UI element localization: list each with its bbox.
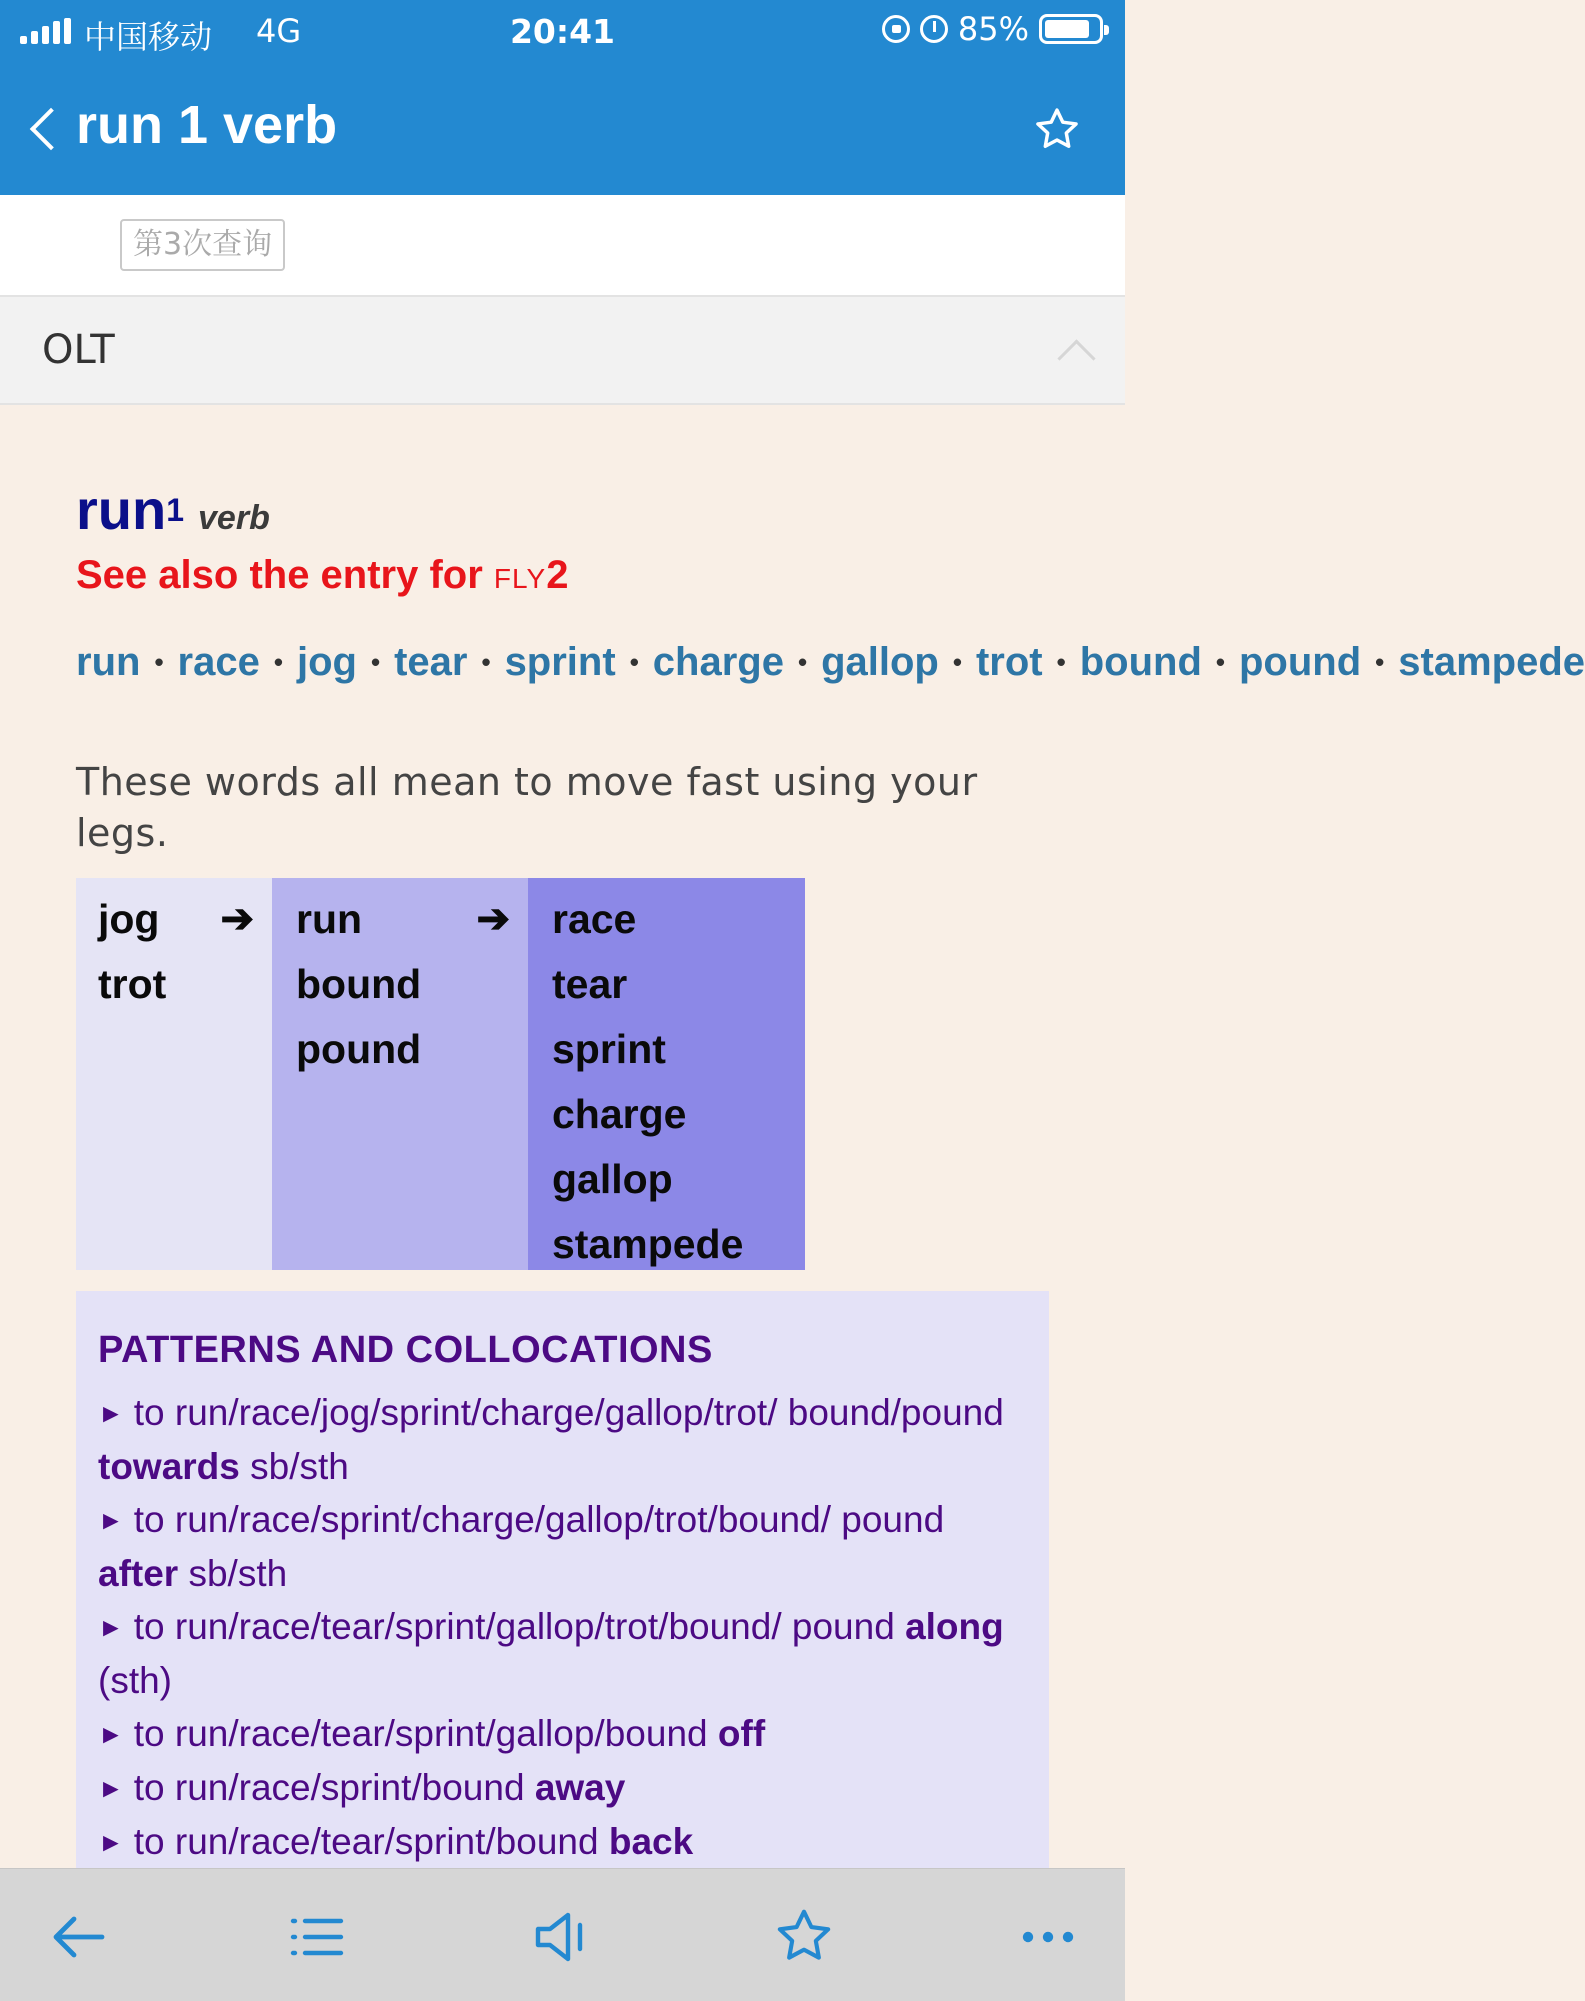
carrier-name: 中国移动	[84, 18, 213, 56]
pattern-marker-icon: ►	[98, 1398, 124, 1428]
scale-word[interactable]: tear	[552, 961, 628, 1007]
pattern-keyword: off	[717, 1713, 766, 1754]
more-icon	[1016, 1905, 1080, 1969]
signal-strength-icon	[20, 18, 71, 44]
battery-icon	[1039, 14, 1103, 44]
separator-dot: •	[1215, 647, 1225, 677]
pattern-text: to run/race/sprint/bound	[133, 1767, 535, 1808]
synonym-link[interactable]: race	[177, 640, 260, 684]
synonym-link[interactable]: stampede	[1398, 640, 1585, 684]
pattern-text: to run/race/tear/sprint/gallop/trot/bound/ pound	[133, 1606, 906, 1647]
back-arrow-icon	[46, 1905, 110, 1969]
navigation-bar	[0, 60, 1125, 195]
synonym-link[interactable]: trot	[975, 640, 1043, 684]
scale-column-mid	[272, 878, 528, 1270]
collapse-chevron-icon[interactable]	[1055, 327, 1099, 371]
pattern-text: to run/race/sprint/charge/gallop/trot/bound/ pound	[133, 1499, 945, 1540]
list-toolbar-button[interactable]	[277, 1897, 357, 1977]
pattern-item	[98, 1386, 1027, 1493]
scale-word[interactable]: bound	[296, 961, 422, 1007]
pattern-tail: sb/sth	[239, 1446, 349, 1487]
separator-dot: •	[1056, 647, 1066, 677]
pattern-text: to run/race/tear/sprint/bound	[133, 1821, 609, 1862]
star-icon	[1031, 104, 1083, 156]
bottom-toolbar	[0, 1868, 1125, 2001]
separator-dot: •	[629, 647, 639, 677]
homonym-number: 1	[166, 491, 185, 528]
separator-dot: •	[481, 647, 491, 677]
back-toolbar-button[interactable]	[38, 1897, 118, 1977]
pattern-text: to run/race/jog/sprint/charge/gallop/trot/ bound/pound	[133, 1392, 1004, 1433]
dictionary-section-header[interactable]	[0, 295, 1125, 405]
scale-word[interactable]: pound	[296, 1026, 422, 1072]
pattern-keyword: along	[905, 1606, 1004, 1647]
pattern-item	[98, 1815, 1027, 1869]
pattern-tail: (sth)	[98, 1660, 172, 1701]
pattern-marker-icon: ►	[98, 1719, 124, 1749]
see-also-prefix: See also the entry for	[76, 553, 494, 597]
pattern-item	[98, 1600, 1027, 1707]
scale-word[interactable]: trot	[98, 961, 167, 1007]
patterns-title: PATTERNS AND COLLOCATIONS	[98, 1329, 713, 1371]
entry-content	[0, 405, 1585, 1868]
separator-dot: •	[154, 647, 164, 677]
scale-word[interactable]: stampede	[552, 1221, 744, 1267]
pattern-marker-icon: ►	[98, 1505, 124, 1535]
rotation-lock-icon	[882, 15, 910, 43]
intensity-scale-table	[76, 878, 805, 1270]
synonym-link[interactable]: run	[76, 640, 141, 684]
synonym-link[interactable]: gallop	[821, 640, 939, 684]
see-also-line	[76, 553, 568, 598]
see-also-link[interactable]: FLY	[493, 563, 547, 594]
pattern-marker-icon: ►	[98, 1827, 124, 1857]
arrow-icon: ➔	[220, 897, 254, 941]
see-also-number: 2	[546, 553, 569, 597]
pattern-item	[98, 1707, 1027, 1761]
separator-dot: •	[370, 647, 381, 677]
pattern-keyword: after	[98, 1553, 179, 1594]
pattern-keyword: back	[608, 1821, 694, 1862]
more-toolbar-button[interactable]	[1008, 1897, 1088, 1977]
speaker-toolbar-button[interactable]	[522, 1897, 602, 1977]
pattern-item	[98, 1761, 1027, 1815]
scale-word[interactable]: charge	[552, 1091, 687, 1137]
query-count-strip	[0, 195, 1125, 295]
pattern-marker-icon: ►	[98, 1612, 124, 1642]
pattern-tail: sb/sth	[178, 1553, 288, 1594]
status-time: 20:41	[509, 12, 616, 51]
section-title: OLT	[42, 327, 115, 373]
star-icon	[771, 1904, 837, 1970]
part-of-speech: verb	[198, 499, 270, 537]
pattern-marker-icon: ►	[98, 1773, 124, 1803]
synonym-link[interactable]: jog	[296, 640, 357, 684]
separator-dot: •	[952, 647, 962, 677]
synonym-link[interactable]: pound	[1239, 640, 1362, 684]
headword: run	[76, 478, 167, 541]
synonym-list	[76, 637, 1585, 688]
scale-column-high	[528, 878, 805, 1270]
favorite-button[interactable]	[1027, 100, 1087, 160]
speaker-icon	[530, 1905, 594, 1969]
synonym-link[interactable]: sprint	[504, 640, 616, 684]
scale-word[interactable]: run	[296, 896, 363, 942]
status-bar	[0, 0, 1125, 60]
page-title: run 1 verb	[76, 95, 338, 155]
separator-dot: •	[797, 647, 808, 677]
pattern-keyword: towards	[98, 1446, 240, 1487]
pattern-text: to run/race/tear/sprint/gallop/bound	[133, 1713, 718, 1754]
query-count-badge: 第3次查询	[120, 219, 285, 271]
pattern-item	[98, 1493, 1027, 1600]
back-button[interactable]	[18, 100, 78, 160]
separator-dot: •	[1375, 647, 1385, 677]
scale-word[interactable]: gallop	[552, 1156, 673, 1202]
pattern-keyword: away	[534, 1767, 626, 1808]
scale-word[interactable]: race	[552, 896, 637, 942]
alarm-icon	[920, 15, 948, 43]
headword-line	[76, 477, 270, 542]
favorite-toolbar-button[interactable]	[764, 1897, 844, 1977]
status-right	[882, 10, 1103, 48]
scale-word[interactable]: sprint	[552, 1026, 666, 1072]
battery-percent: 85%	[957, 10, 1029, 48]
scale-column-low	[76, 878, 272, 1270]
list-icon	[285, 1905, 349, 1969]
separator-dot: •	[273, 647, 283, 677]
network-type: 4G	[256, 12, 302, 50]
synonym-link[interactable]: charge	[652, 640, 784, 684]
patterns-box	[76, 1291, 1049, 1891]
synonym-link[interactable]: tear	[394, 640, 468, 684]
scale-word[interactable]: jog	[98, 896, 160, 942]
arrow-icon: ➔	[476, 897, 510, 941]
synonym-link[interactable]: bound	[1079, 640, 1202, 684]
patterns-list	[98, 1386, 1027, 1869]
definition: These words all mean to move fast using your legs.	[76, 760, 978, 855]
